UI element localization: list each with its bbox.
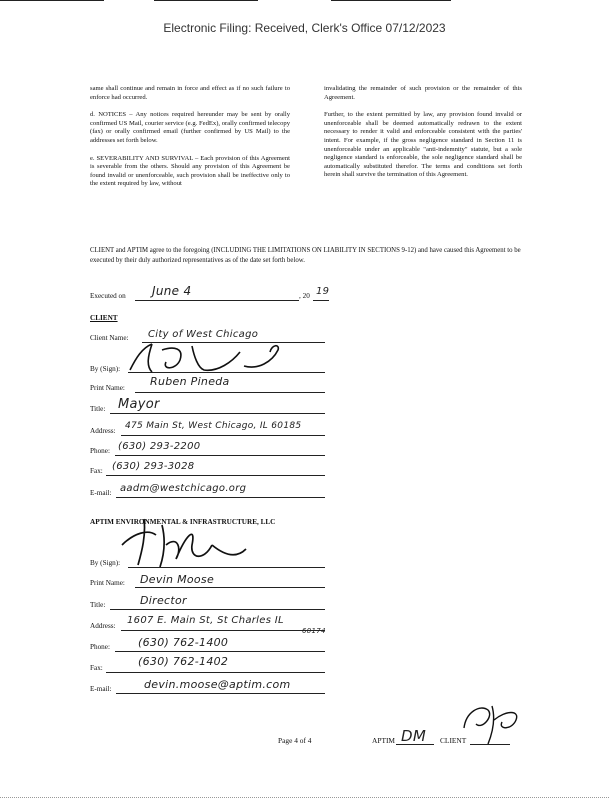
client-fax-value: (630) 293-3028 (112, 461, 195, 472)
top-rule-mid (154, 0, 258, 1)
client-name-label: Client Name: (90, 334, 129, 342)
aptim-initials: DM (401, 727, 427, 745)
aptim-phone-label: Phone: (90, 643, 110, 651)
client-address-label: Address: (90, 427, 116, 435)
left-paragraph: same shall continue and remain in force and effect as if no such failure to enforce had occurred. (90, 85, 290, 101)
page-number: Page 4 of 4 (278, 736, 312, 745)
left-column (90, 85, 290, 198)
client-address-value: 475 Main St, West Chicago, IL 60185 (125, 421, 302, 431)
aptim-by-label: By (Sign): (90, 559, 121, 567)
client-email-value: aadm@westchicago.org (120, 483, 247, 494)
client-by-label: By (Sign): (90, 365, 121, 373)
client-print-line (135, 392, 325, 393)
aptim-phone-line (115, 651, 325, 652)
notices-paragraph: d. NOTICES – Any notices required hereunder may be sent by orally confirmed US Mail, courier service (e.g. FedEx), orally confirmed telecopy (fax) or orally confirmed email (further confirmed by US Mail) to the addresses set forth below. (90, 111, 290, 144)
client-email-label: E-mail: (90, 489, 112, 497)
agreement-statement: CLIENT and APTIM agree to the foregoing (INCLUDING THE LIMITATIONS ON LIABILITY IN SECTIONS 9-12) and have caused this Agreement to be executed by their duly authorized representatives as of the date set forth below. (90, 247, 521, 264)
aptim-email-value: devin.moose@aptim.com (144, 678, 291, 691)
aptim-phone-value: (630) 762-1400 (138, 636, 229, 649)
top-rule-left (0, 0, 104, 1)
aptim-fax-label: Fax: (90, 664, 103, 672)
filing-header: Electronic Filing: Received, Clerk's Office 07/12/2023 (163, 21, 446, 35)
client-initials-label: CLIENT (440, 736, 467, 745)
aptim-fax-line (106, 672, 325, 673)
right-paragraph: invalidating the remainder of such provision or the remainder of this Agreement. (324, 85, 522, 101)
aptim-sign-line (128, 567, 325, 568)
client-signature (122, 340, 302, 376)
client-address-line (121, 435, 325, 436)
aptim-address-zip: 60174 (302, 627, 326, 635)
client-phone-line (115, 455, 325, 456)
executed-year-line (313, 300, 329, 301)
aptim-print-label: Print Name: (90, 579, 125, 587)
aptim-signature (112, 515, 252, 571)
severability-paragraph: e. SEVERABILITY AND SURVIVAL – Each provision of this Agreement is severable from the others. Should any provision of this Agreement be found invalid or unenforceable, such provision shall be ineffective only to the extent required by law, without (90, 154, 290, 188)
aptim-fax-value: (630) 762-1402 (138, 655, 229, 668)
client-title-line (110, 413, 325, 414)
top-rule-right (331, 0, 451, 1)
aptim-title-value: Director (140, 594, 187, 607)
client-print-label: Print Name: (90, 384, 125, 392)
further-paragraph: Further, to the extent permitted by law, any provision found invalid or unenforceable shall be deemed automatically redrawn to the extent necessary to render it valid and enforceable consistent with the parties' intent. For example, if the gross negligence standard in Section 11 is unenforceable under an applicable "anti-indemnity" statute, but a sole negligence standard is enforceable, the sole negligence standard shall be automatically substituted therefor. The terms and conditions set forth herein shall survive the termination of this Agreement. (324, 111, 522, 179)
client-title-value: Mayor (118, 397, 160, 412)
right-column (324, 85, 522, 189)
executed-date-line (135, 300, 299, 301)
bottom-rule (0, 797, 609, 798)
aptim-address-value: 1607 E. Main St, St Charles IL (127, 615, 284, 626)
client-print-value: Ruben Pineda (150, 375, 230, 388)
aptim-print-line (135, 587, 325, 588)
client-heading: CLIENT (90, 314, 118, 322)
client-title-label: Title: (90, 405, 106, 413)
aptim-address-line (121, 630, 325, 631)
client-fax-label: Fax: (90, 467, 103, 475)
client-phone-value: (630) 293-2200 (118, 441, 201, 452)
aptim-address-label: Address: (90, 622, 116, 630)
client-email-line (116, 497, 325, 498)
aptim-title-line (110, 609, 325, 610)
aptim-print-value: Devin Moose (140, 573, 215, 586)
client-name-value: City of West Chicago (148, 329, 259, 340)
client-initials-signature (458, 700, 524, 746)
aptim-heading: APTIM ENVIRONMENTAL & INFRASTRUCTURE, LLC (90, 518, 276, 526)
aptim-email-line (116, 693, 325, 694)
executed-year: 19 (316, 286, 330, 297)
client-phone-label: Phone: (90, 447, 110, 455)
executed-year-prefix: , 20 (299, 292, 310, 300)
executed-label: Executed on (90, 292, 126, 300)
aptim-initials-label: APTIM (372, 736, 395, 745)
aptim-title-label: Title: (90, 601, 106, 609)
client-fax-line (106, 475, 325, 476)
aptim-email-label: E-mail: (90, 685, 112, 693)
executed-date: June 4 (152, 284, 192, 298)
